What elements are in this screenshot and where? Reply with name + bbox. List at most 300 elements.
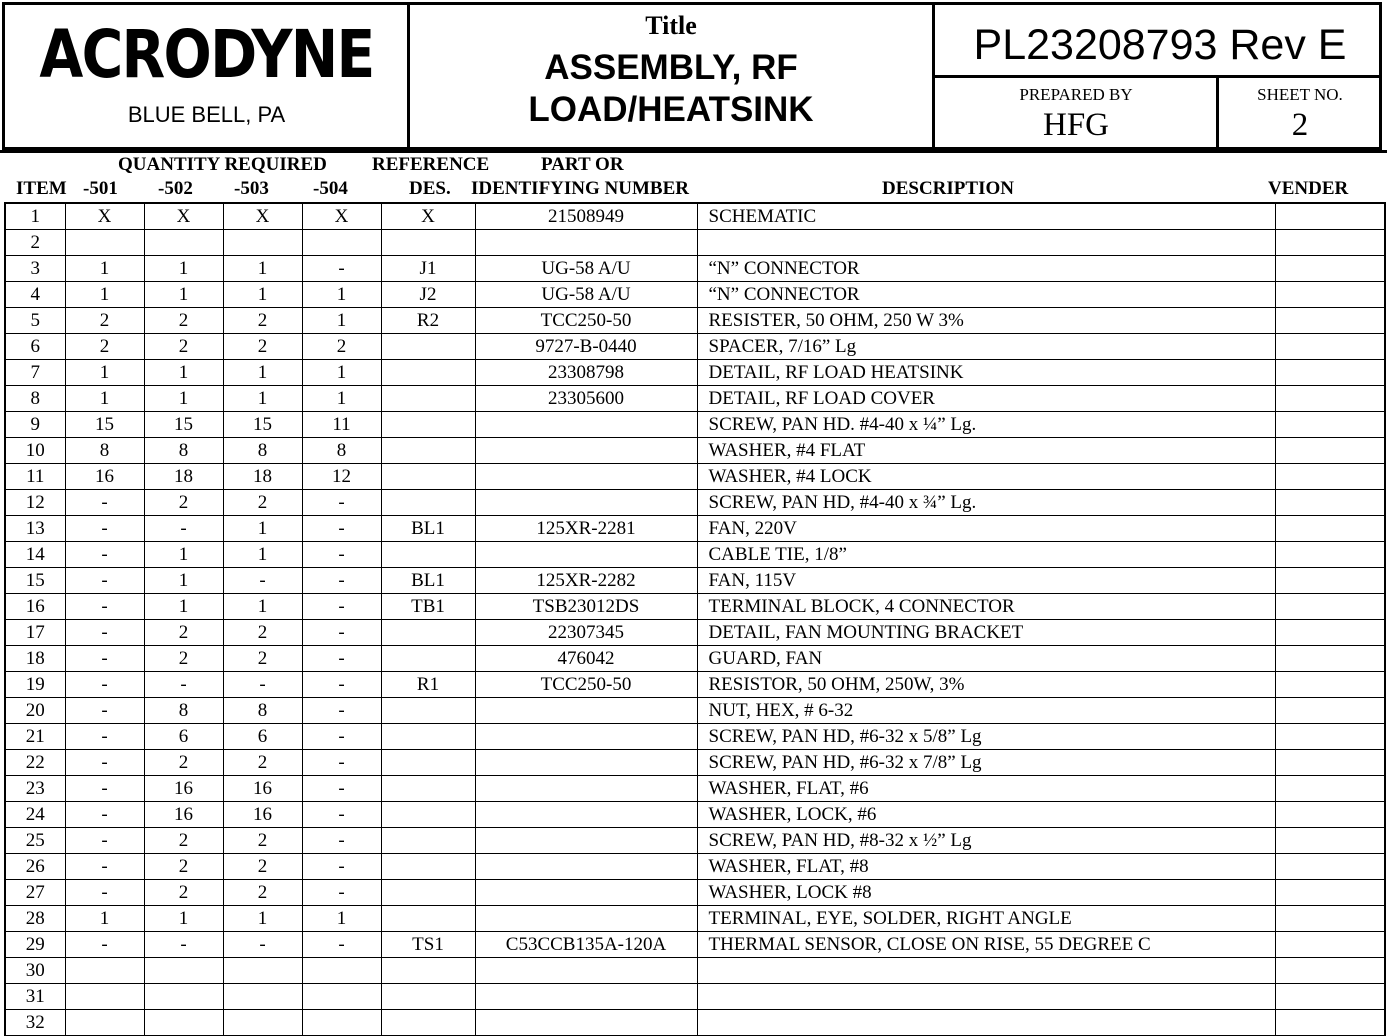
cell-qty-502: 8 — [144, 698, 223, 724]
table-row — [5, 256, 1385, 282]
cell-description — [697, 1010, 1275, 1036]
cell-vender — [1275, 464, 1385, 490]
cell-qty-503: 1 — [223, 542, 302, 568]
cell-qty-503: 2 — [223, 854, 302, 880]
cell-qty-501: 2 — [65, 308, 144, 334]
cell-qty-501: - — [65, 776, 144, 802]
cell-vender — [1275, 698, 1385, 724]
cell-description: “N” CONNECTOR — [697, 282, 1275, 308]
cell-vender — [1275, 646, 1385, 672]
cell-vender — [1275, 750, 1385, 776]
cell-qty-504: - — [302, 490, 381, 516]
cell-description: SCREW, PAN HD. #4-40 x ¼” Lg. — [697, 412, 1275, 438]
table-row — [5, 750, 1385, 776]
cell-qty-501: X — [65, 203, 144, 230]
cell-qty-501: 1 — [65, 282, 144, 308]
cell-item: 16 — [5, 594, 65, 620]
cell-qty-503: 2 — [223, 490, 302, 516]
cell-description: DETAIL, FAN MOUNTING BRACKET — [697, 620, 1275, 646]
cell-reference-des — [381, 360, 475, 386]
cell-qty-504: - — [302, 516, 381, 542]
cell-part-number — [475, 542, 697, 568]
cell-qty-502 — [144, 958, 223, 984]
company-location: BLUE BELL, PA — [127, 102, 286, 127]
cell-qty-503: 1 — [223, 256, 302, 282]
cell-reference-des: BL1 — [381, 568, 475, 594]
cell-qty-503: 1 — [223, 906, 302, 932]
cell-item: 24 — [5, 802, 65, 828]
table-row — [5, 646, 1385, 672]
cell-reference-des — [381, 334, 475, 360]
cell-part-number — [475, 490, 697, 516]
cell-vender — [1275, 802, 1385, 828]
cell-qty-502: 2 — [144, 334, 223, 360]
cell-part-number: 125XR-2281 — [475, 516, 697, 542]
cell-vender — [1275, 516, 1385, 542]
cell-part-number: TCC250-50 — [475, 672, 697, 698]
cell-qty-504 — [302, 1010, 381, 1036]
cell-reference-des: R2 — [381, 308, 475, 334]
cell-item: 21 — [5, 724, 65, 750]
cell-qty-504: - — [302, 724, 381, 750]
cell-part-number: UG-58 A/U — [475, 282, 697, 308]
cell-description: SPACER, 7/16” Lg — [697, 334, 1275, 360]
title-label: Title — [645, 11, 697, 40]
cell-qty-501: 8 — [65, 438, 144, 464]
header-502: -502 — [158, 178, 193, 199]
table-row — [5, 958, 1385, 984]
cell-part-number — [475, 438, 697, 464]
cell-qty-501: - — [65, 880, 144, 906]
table-row — [5, 828, 1385, 854]
cell-qty-503: 2 — [223, 308, 302, 334]
cell-qty-502: 2 — [144, 828, 223, 854]
cell-vender — [1275, 256, 1385, 282]
cell-description: WASHER, FLAT, #6 — [697, 776, 1275, 802]
cell-reference-des — [381, 828, 475, 854]
header-vender: VENDER — [1268, 178, 1349, 199]
cell-vender — [1275, 438, 1385, 464]
cell-qty-502: 8 — [144, 438, 223, 464]
cell-vender — [1275, 412, 1385, 438]
cell-qty-504: - — [302, 256, 381, 282]
cell-part-number: 22307345 — [475, 620, 697, 646]
cell-part-number — [475, 750, 697, 776]
cell-item: 22 — [5, 750, 65, 776]
cell-vender — [1275, 308, 1385, 334]
cell-qty-503: 18 — [223, 464, 302, 490]
cell-part-number — [475, 958, 697, 984]
cell-item: 19 — [5, 672, 65, 698]
title-line-1: ASSEMBLY, RF — [544, 48, 798, 87]
cell-qty-503: 2 — [223, 828, 302, 854]
cell-item: 32 — [5, 1010, 65, 1036]
table-row — [5, 438, 1385, 464]
table-row — [5, 1010, 1385, 1036]
table-row — [5, 776, 1385, 802]
cell-qty-502: X — [144, 203, 223, 230]
cell-description: SCHEMATIC — [697, 203, 1275, 230]
cell-item: 3 — [5, 256, 65, 282]
cell-reference-des: BL1 — [381, 516, 475, 542]
cell-part-number — [475, 802, 697, 828]
cell-vender — [1275, 490, 1385, 516]
cell-qty-502: 1 — [144, 386, 223, 412]
cell-item: 26 — [5, 854, 65, 880]
table-row — [5, 282, 1385, 308]
cell-item: 30 — [5, 958, 65, 984]
cell-vender — [1275, 724, 1385, 750]
cell-vender — [1275, 334, 1385, 360]
cell-qty-504: - — [302, 932, 381, 958]
cell-qty-504: - — [302, 750, 381, 776]
cell-item: 12 — [5, 490, 65, 516]
cell-qty-502: - — [144, 672, 223, 698]
cell-qty-503: 8 — [223, 438, 302, 464]
cell-item: 17 — [5, 620, 65, 646]
cell-qty-502: 16 — [144, 802, 223, 828]
cell-qty-504 — [302, 230, 381, 256]
cell-reference-des: J2 — [381, 282, 475, 308]
cell-qty-504: 1 — [302, 308, 381, 334]
cell-description: CABLE TIE, 1/8” — [697, 542, 1275, 568]
cell-description: RESISTOR, 50 OHM, 250W, 3% — [697, 672, 1275, 698]
cell-qty-503: - — [223, 568, 302, 594]
table-row — [5, 412, 1385, 438]
table-row — [5, 724, 1385, 750]
cell-item: 18 — [5, 646, 65, 672]
cell-vender — [1275, 386, 1385, 412]
cell-description: GUARD, FAN — [697, 646, 1275, 672]
cell-qty-503: 2 — [223, 646, 302, 672]
cell-qty-502: 2 — [144, 750, 223, 776]
cell-vender — [1275, 776, 1385, 802]
cell-part-number — [475, 854, 697, 880]
cell-qty-504: 1 — [302, 386, 381, 412]
cell-qty-504: - — [302, 698, 381, 724]
cell-description: SCREW, PAN HD, #6-32 x 7/8” Lg — [697, 750, 1275, 776]
cell-description: SCREW, PAN HD, #8-32 x ½” Lg — [697, 828, 1275, 854]
cell-qty-504: 1 — [302, 906, 381, 932]
cell-item: 31 — [5, 984, 65, 1010]
cell-qty-503: 15 — [223, 412, 302, 438]
cell-qty-502 — [144, 230, 223, 256]
cell-reference-des — [381, 984, 475, 1010]
cell-qty-504 — [302, 958, 381, 984]
cell-description: RESISTER, 50 OHM, 250 W 3% — [697, 308, 1275, 334]
cell-reference-des — [381, 1010, 475, 1036]
cell-reference-des: X — [381, 203, 475, 230]
table-row — [5, 672, 1385, 698]
cell-qty-502: - — [144, 516, 223, 542]
cell-qty-504: - — [302, 594, 381, 620]
company-logo: ACRODYNE — [39, 16, 374, 93]
cell-vender — [1275, 958, 1385, 984]
cell-reference-des — [381, 724, 475, 750]
cell-qty-501: - — [65, 698, 144, 724]
cell-qty-504: - — [302, 776, 381, 802]
cell-item: 7 — [5, 360, 65, 386]
header-identifying-number: IDENTIFYING NUMBER — [471, 178, 689, 199]
cell-qty-503: - — [223, 932, 302, 958]
cell-vender — [1275, 932, 1385, 958]
cell-qty-502: 1 — [144, 282, 223, 308]
cell-qty-501: - — [65, 724, 144, 750]
cell-qty-501: - — [65, 802, 144, 828]
table-row — [5, 360, 1385, 386]
cell-qty-503: 1 — [223, 282, 302, 308]
cell-reference-des — [381, 438, 475, 464]
cell-description: WASHER, FLAT, #8 — [697, 854, 1275, 880]
cell-item: 28 — [5, 906, 65, 932]
cell-description: DETAIL, RF LOAD HEATSINK — [697, 360, 1275, 386]
table-row — [5, 854, 1385, 880]
cell-vender — [1275, 880, 1385, 906]
cell-qty-501: - — [65, 646, 144, 672]
cell-vender — [1275, 594, 1385, 620]
cell-qty-501: 16 — [65, 464, 144, 490]
cell-qty-503: 16 — [223, 802, 302, 828]
cell-qty-504: 1 — [302, 360, 381, 386]
table-row — [5, 386, 1385, 412]
prepared-by-label: PREPARED BY — [1019, 85, 1133, 104]
cell-reference-des: TS1 — [381, 932, 475, 958]
cell-qty-504: 12 — [302, 464, 381, 490]
cell-description: “N” CONNECTOR — [697, 256, 1275, 282]
header-reference: REFERENCE — [372, 154, 490, 175]
cell-qty-501: - — [65, 932, 144, 958]
cell-item: 13 — [5, 516, 65, 542]
cell-item: 14 — [5, 542, 65, 568]
cell-reference-des — [381, 620, 475, 646]
cell-qty-502: 2 — [144, 854, 223, 880]
cell-reference-des — [381, 958, 475, 984]
table-row — [5, 490, 1385, 516]
cell-qty-502: 1 — [144, 906, 223, 932]
cell-qty-504: - — [302, 672, 381, 698]
cell-reference-des — [381, 906, 475, 932]
cell-description: WASHER, LOCK, #6 — [697, 802, 1275, 828]
cell-item: 2 — [5, 230, 65, 256]
cell-vender — [1275, 360, 1385, 386]
cell-qty-504: 1 — [302, 282, 381, 308]
cell-item: 8 — [5, 386, 65, 412]
cell-part-number — [475, 880, 697, 906]
cell-qty-503 — [223, 1010, 302, 1036]
cell-qty-501 — [65, 230, 144, 256]
cell-qty-501 — [65, 958, 144, 984]
header-503: -503 — [234, 178, 269, 199]
cell-qty-503: 1 — [223, 516, 302, 542]
cell-part-number: 9727-B-0440 — [475, 334, 697, 360]
cell-qty-501: - — [65, 828, 144, 854]
cell-qty-502: 2 — [144, 308, 223, 334]
cell-part-number: TCC250-50 — [475, 308, 697, 334]
cell-description — [697, 958, 1275, 984]
cell-reference-des: R1 — [381, 672, 475, 698]
cell-part-number: 21508949 — [475, 203, 697, 230]
cell-part-number — [475, 984, 697, 1010]
cell-reference-des — [381, 386, 475, 412]
cell-part-number: 23305600 — [475, 386, 697, 412]
cell-description: NUT, HEX, # 6-32 — [697, 698, 1275, 724]
cell-qty-501: 15 — [65, 412, 144, 438]
table-row — [5, 308, 1385, 334]
cell-description: SCREW, PAN HD, #6-32 x 5/8” Lg — [697, 724, 1275, 750]
cell-item: 23 — [5, 776, 65, 802]
cell-qty-501: - — [65, 672, 144, 698]
cell-item: 27 — [5, 880, 65, 906]
cell-reference-des — [381, 776, 475, 802]
cell-qty-503: 1 — [223, 360, 302, 386]
cell-reference-des — [381, 750, 475, 776]
cell-qty-503: X — [223, 203, 302, 230]
cell-description: TERMINAL, EYE, SOLDER, RIGHT ANGLE — [697, 906, 1275, 932]
cell-qty-501: 1 — [65, 256, 144, 282]
cell-qty-502: - — [144, 932, 223, 958]
cell-item: 20 — [5, 698, 65, 724]
cell-qty-503: 2 — [223, 880, 302, 906]
cell-item: 5 — [5, 308, 65, 334]
cell-reference-des — [381, 698, 475, 724]
cell-part-number: TSB23012DS — [475, 594, 697, 620]
cell-qty-501: - — [65, 490, 144, 516]
cell-part-number: 23308798 — [475, 360, 697, 386]
cell-description: THERMAL SENSOR, CLOSE ON RISE, 55 DEGREE C — [697, 932, 1275, 958]
cell-item: 1 — [5, 203, 65, 230]
cell-vender — [1275, 203, 1385, 230]
cell-reference-des — [381, 880, 475, 906]
cell-qty-504: - — [302, 620, 381, 646]
cell-qty-502 — [144, 1010, 223, 1036]
cell-qty-502: 1 — [144, 568, 223, 594]
cell-qty-501: 1 — [65, 906, 144, 932]
cell-qty-502: 1 — [144, 542, 223, 568]
cell-qty-504 — [302, 984, 381, 1010]
cell-part-number — [475, 230, 697, 256]
parts-list-body — [5, 203, 1385, 1036]
cell-qty-504: 11 — [302, 412, 381, 438]
cell-qty-503 — [223, 958, 302, 984]
cell-reference-des — [381, 802, 475, 828]
cell-item: 11 — [5, 464, 65, 490]
cell-description: WASHER, #4 LOCK — [697, 464, 1275, 490]
cell-vender — [1275, 828, 1385, 854]
cell-qty-502: 18 — [144, 464, 223, 490]
header-504: -504 — [313, 178, 348, 199]
cell-reference-des — [381, 854, 475, 880]
cell-qty-501: - — [65, 594, 144, 620]
cell-reference-des — [381, 412, 475, 438]
cell-item: 4 — [5, 282, 65, 308]
cell-item: 10 — [5, 438, 65, 464]
cell-qty-501 — [65, 984, 144, 1010]
cell-item: 6 — [5, 334, 65, 360]
header-item: ITEM — [16, 178, 67, 199]
table-row — [5, 620, 1385, 646]
cell-qty-502: 2 — [144, 646, 223, 672]
table-row — [5, 906, 1385, 932]
prepared-by-value: HFG — [1042, 107, 1110, 143]
cell-qty-502: 6 — [144, 724, 223, 750]
cell-item: 25 — [5, 828, 65, 854]
table-row — [5, 594, 1385, 620]
cell-reference-des — [381, 464, 475, 490]
cell-reference-des — [381, 490, 475, 516]
table-row — [5, 698, 1385, 724]
cell-description: DETAIL, RF LOAD COVER — [697, 386, 1275, 412]
cell-part-number — [475, 412, 697, 438]
title-line-2: LOAD/HEATSINK — [528, 90, 814, 129]
sheet-label: SHEET NO. — [1257, 85, 1343, 104]
cell-qty-502: 15 — [144, 412, 223, 438]
cell-vender — [1275, 620, 1385, 646]
cell-qty-504: - — [302, 802, 381, 828]
header-501: -501 — [83, 178, 118, 199]
cell-qty-503: 8 — [223, 698, 302, 724]
cell-part-number — [475, 698, 697, 724]
cell-qty-501: - — [65, 568, 144, 594]
cell-qty-504: - — [302, 828, 381, 854]
cell-vender — [1275, 984, 1385, 1010]
cell-reference-des: J1 — [381, 256, 475, 282]
cell-part-number: 125XR-2282 — [475, 568, 697, 594]
divider — [0, 150, 1387, 153]
table-row — [5, 203, 1385, 230]
cell-item: 15 — [5, 568, 65, 594]
table-row — [5, 542, 1385, 568]
cell-part-number — [475, 464, 697, 490]
cell-qty-504: - — [302, 854, 381, 880]
cell-part-number: C53CCB135A-120A — [475, 932, 697, 958]
cell-qty-501: - — [65, 542, 144, 568]
header-quantity-required: QUANTITY REQUIRED — [118, 154, 327, 175]
cell-description: WASHER, LOCK #8 — [697, 880, 1275, 906]
cell-qty-502: 1 — [144, 594, 223, 620]
cell-description: FAN, 115V — [697, 568, 1275, 594]
cell-vender — [1275, 230, 1385, 256]
cell-qty-501: 1 — [65, 386, 144, 412]
cell-qty-501: - — [65, 750, 144, 776]
cell-reference-des — [381, 542, 475, 568]
cell-description: SCREW, PAN HD, #4-40 x ¾” Lg. — [697, 490, 1275, 516]
cell-qty-501: - — [65, 854, 144, 880]
table-row — [5, 516, 1385, 542]
cell-qty-504: - — [302, 542, 381, 568]
cell-part-number — [475, 1010, 697, 1036]
cell-vender — [1275, 854, 1385, 880]
cell-qty-504: X — [302, 203, 381, 230]
cell-vender — [1275, 1010, 1385, 1036]
cell-qty-504: - — [302, 646, 381, 672]
cell-reference-des: TB1 — [381, 594, 475, 620]
cell-qty-502: 2 — [144, 490, 223, 516]
cell-qty-503: 6 — [223, 724, 302, 750]
cell-vender — [1275, 906, 1385, 932]
cell-qty-501: 1 — [65, 360, 144, 386]
table-row — [5, 932, 1385, 958]
cell-qty-501: - — [65, 620, 144, 646]
cell-vender — [1275, 568, 1385, 594]
cell-item: 9 — [5, 412, 65, 438]
cell-description: WASHER, #4 FLAT — [697, 438, 1275, 464]
cell-qty-501: - — [65, 516, 144, 542]
cell-qty-503: 2 — [223, 334, 302, 360]
table-row — [5, 334, 1385, 360]
cell-reference-des — [381, 230, 475, 256]
cell-qty-502: 16 — [144, 776, 223, 802]
cell-description — [697, 984, 1275, 1010]
